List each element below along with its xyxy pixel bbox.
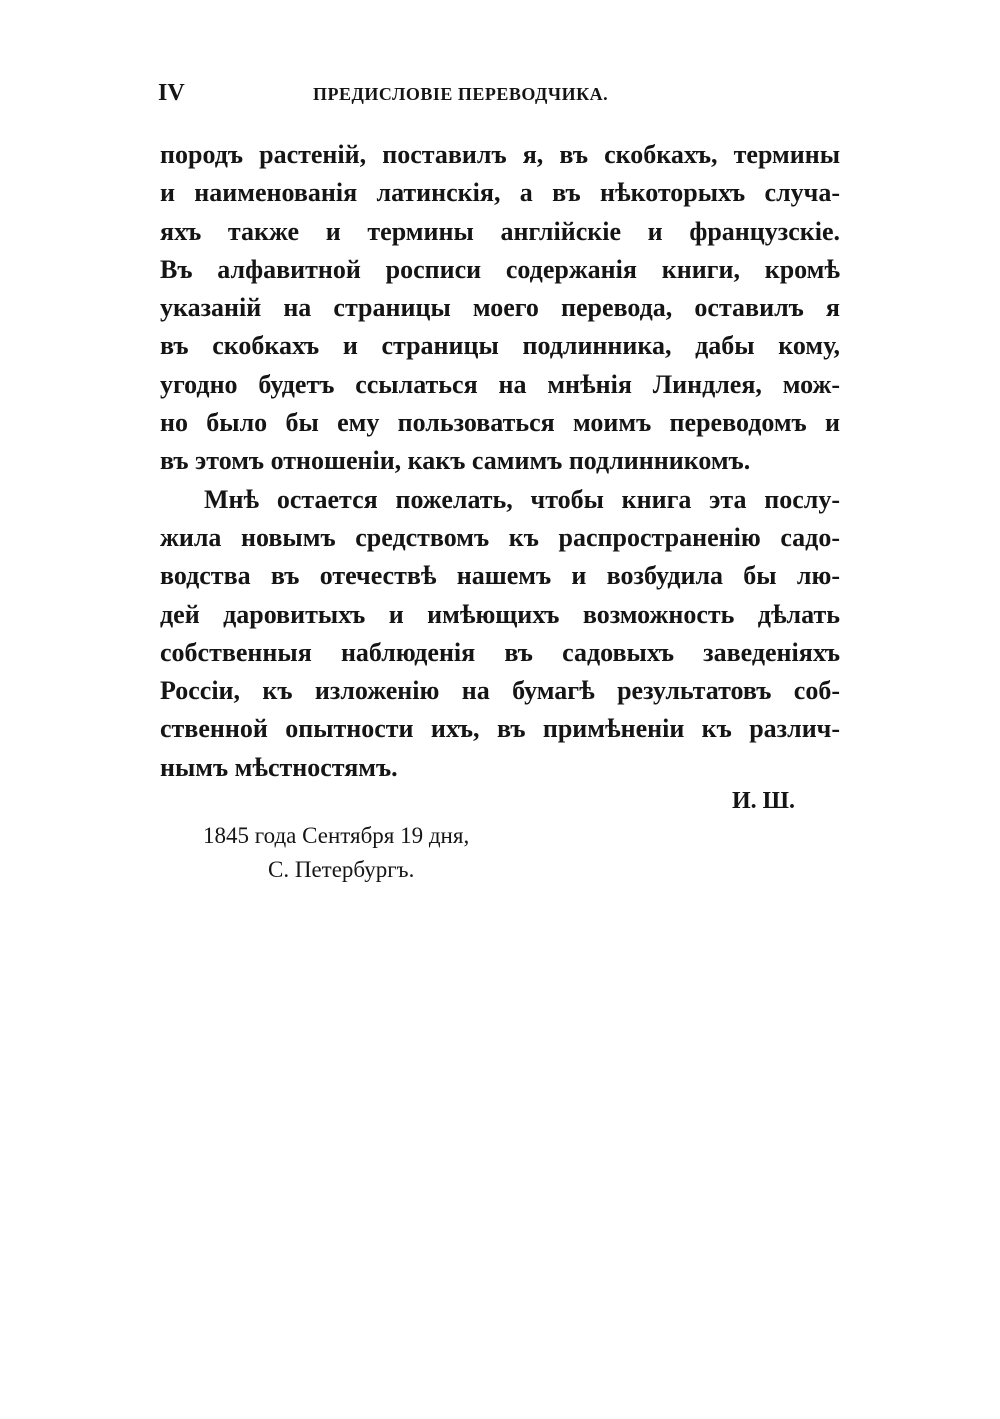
text-line: и наименованія латинскія, а въ нѣкоторыхъ случа-: [160, 178, 840, 208]
page-header: [158, 80, 658, 110]
text-line: жила новымъ средствомъ къ распространенію садо-: [160, 522, 840, 552]
page-body: [160, 136, 840, 787]
text-line: угодно будетъ ссылаться на мнѣнія Линдлея, мож-: [160, 369, 840, 399]
text-line: въ этомъ отношеніи, какъ самимъ подлинникомъ.: [160, 446, 751, 476]
text-line: породъ растеній, поставилъ я, въ скобкахъ, термины: [160, 140, 840, 169]
text-line: водства въ отечествѣ нашемъ и возбудила бы лю-: [160, 561, 840, 591]
paragraph-1: [160, 136, 840, 481]
text-line: но было бы ему пользоваться моимъ переводомъ и: [160, 408, 840, 438]
text-line: дей даровитыхъ и имѣющихъ возможность дѣлать: [160, 599, 840, 629]
text-line: собственныя наблюденія въ садовыхъ заведеніяхъ: [160, 637, 840, 667]
running-title: ПРЕДИСЛОВІЕ ПЕРЕВОДЧИКА.: [313, 84, 609, 104]
signature-initials: И. Ш.: [732, 788, 796, 814]
date-line: 1845 года Сентября 19 дня,: [203, 823, 470, 848]
text-line: яхъ также и термины англійскіе и французскіе.: [160, 216, 840, 246]
text-line: Мнѣ остается пожелать, чтобы книга эта послу-: [204, 484, 840, 514]
text-line: Въ алфавитной росписи содержанія книги, кромѣ: [160, 254, 840, 284]
page-number: IV: [158, 80, 185, 106]
text-line: нымъ мѣстностямъ.: [160, 752, 398, 782]
text-line: ственной опытности ихъ, въ примѣненіи къ различ-: [160, 714, 840, 744]
paragraph-2: [160, 481, 840, 787]
text-line: Россіи, къ изложенію на бумагѣ результатовъ соб-: [160, 676, 840, 706]
text-line: указаній на страницы моего перевода, оставилъ я: [160, 293, 840, 323]
place-line: С. Петербургъ.: [268, 857, 415, 882]
text-line: въ скобкахъ и страницы подлинника, дабы кому,: [160, 331, 840, 361]
